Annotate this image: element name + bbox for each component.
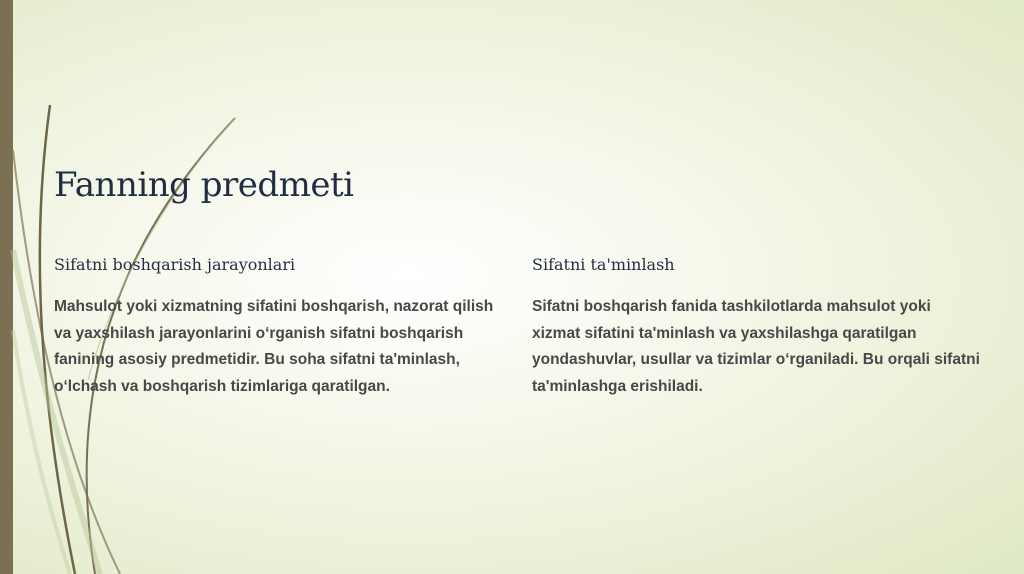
- right-column-body: Sifatni boshqarish fanida tashkilotlarda mahsulot yoki xizmat sifatini ta'minlash va yaxshilashga qaratilgan yondashuvlar, usullar va tizimlar o‘rganiladi. Bu orqali sifatni ta'minlashga erishiladi.: [532, 298, 980, 395]
- left-column-heading: Sifatni boshqarish jarayonlari: [54, 255, 296, 274]
- slide-title: Fanning predmeti: [54, 165, 354, 205]
- left-column-body: Mahsulot yoki xizmatning sifatini boshqarish, nazorat qilish va yaxshilash jarayonlarini o‘rganish sifatni boshqarish fanining asosiy predmetidir. Bu soha sifatni ta'minlash, o‘lchash va boshqarish tizimlariga qaratilgan.: [54, 298, 494, 395]
- decorative-swirl: [0, 0, 260, 574]
- right-column-heading: Sifatni ta'minlash: [532, 255, 675, 274]
